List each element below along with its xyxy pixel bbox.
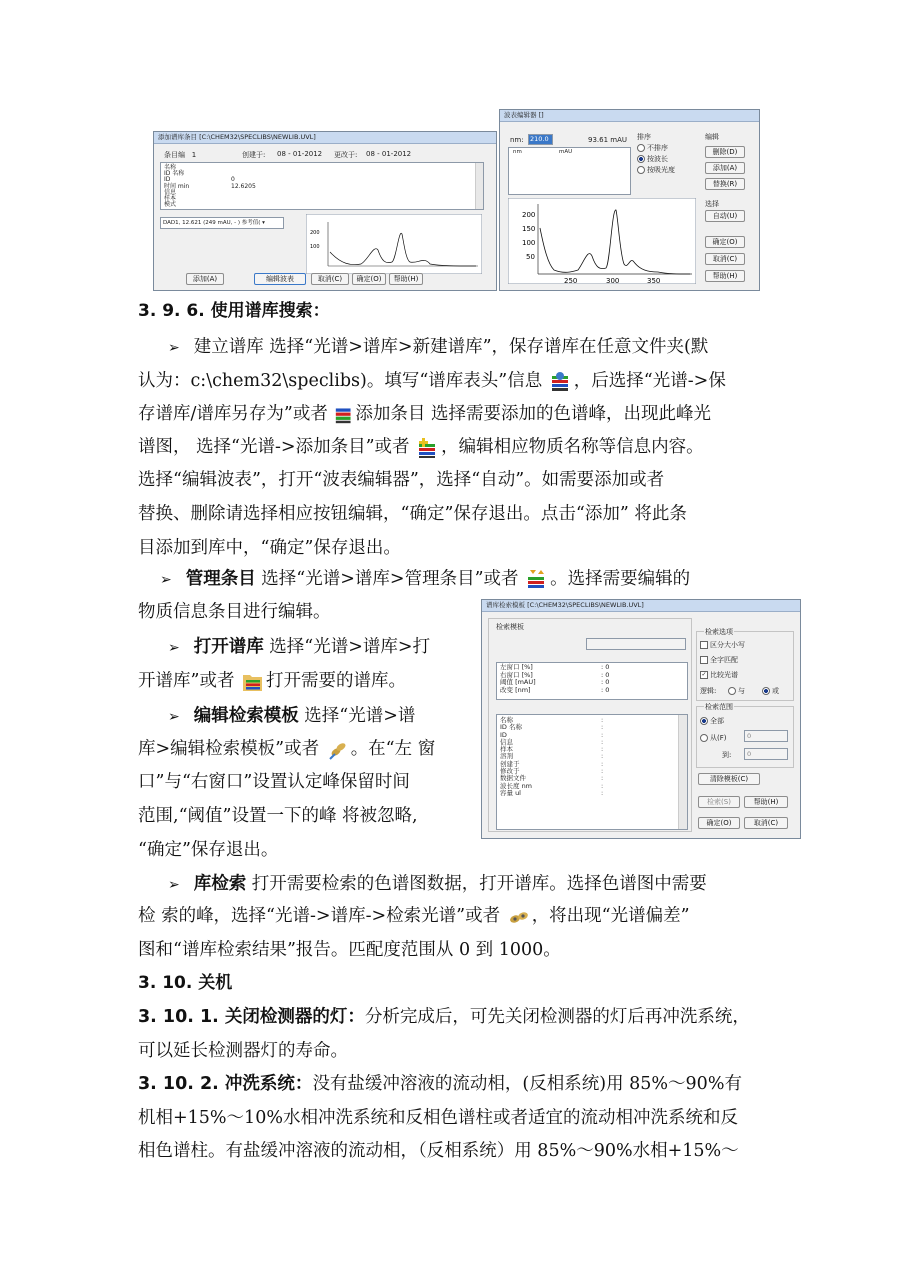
modified-value: 08 - 01-2012 xyxy=(366,150,412,158)
template-title: 检索模板 xyxy=(496,623,524,631)
range-to-input[interactable]: 0 xyxy=(744,748,788,760)
wave-editor-title: 波表编辑器 [] xyxy=(500,110,759,122)
para-create-library-2: 认为：c:\chem32\speclibs)。填写“谱库表头”信息 ，后选择“光谱->保 xyxy=(138,371,726,391)
kw-edit-template: 编辑检索模板 xyxy=(193,706,299,726)
nm-label: nm: xyxy=(510,136,524,144)
option-whole-word[interactable]: 全字匹配 xyxy=(700,655,738,665)
template-name-input[interactable] xyxy=(586,638,686,650)
entry-no-label: 条目编 1 xyxy=(164,151,197,159)
add-entry-dialog xyxy=(153,131,497,291)
nm-input[interactable]: 210.0 xyxy=(528,134,553,145)
para-manage-entries-2: 物质信息条目进行编辑。 xyxy=(138,602,331,622)
sort-option-absorbance[interactable]: 按吸光度 xyxy=(637,165,675,175)
para-library-search-2: 检 索的峰，选择“光谱->谱库->检索光谱”或者 ，将出现“光谱偏差” xyxy=(138,906,690,926)
para-create-library-1: ➢ 建立谱库 选择“光谱>谱库>新建谱库”，保存谱库在任意文件夹(默 xyxy=(168,337,709,357)
auto-button[interactable]: 自动(U) xyxy=(705,210,745,222)
para-3-10-1-line-1: 3. 10. 1. 关闭检测器的灯：分析完成后，可先关闭检测器的灯后再冲洗系统， xyxy=(138,1007,750,1027)
cancel-button[interactable]: 取消(C) xyxy=(311,273,349,285)
logic-and-radio[interactable]: 与 xyxy=(728,686,745,696)
help-button[interactable]: 帮助(H) xyxy=(389,273,423,285)
cancel-search-button[interactable]: 取消(C) xyxy=(744,817,788,829)
d2-ytick-150: 150 xyxy=(522,225,536,233)
para-3-10-2-line-3: 相色谱柱。有盐缓冲溶液的流动相，（反相系统）用 85%～90%水相+15%～ xyxy=(138,1141,739,1161)
cancel-wave-button[interactable]: 取消(C) xyxy=(705,253,745,265)
add-entry-title: 添加谱库条目 [C:\CHEM32\SPECLIBS\NEWLIB.UVL] xyxy=(154,132,496,144)
created-value: 08 - 01-2012 xyxy=(277,150,323,158)
edit-template-icon xyxy=(327,739,349,761)
dad-signal-select[interactable]: DAD1, 12.621 (249 mAU, - ) 参考值( ▾ xyxy=(160,217,284,229)
kw-create-library: 建立谱库 xyxy=(193,337,264,357)
kw-open-library: 打开谱库 xyxy=(193,637,264,657)
select-title: 选择 xyxy=(705,200,719,208)
sort-title: 排序 xyxy=(637,133,651,141)
add-wave-button[interactable]: 添加(A) xyxy=(705,162,745,174)
para-3-10-2-line-1: 3. 10. 2. 冲洗系统：没有盐缓冲溶液的流动相，(反相系统)用 85%～90%有 xyxy=(138,1074,742,1094)
manage-entries-icon xyxy=(526,569,548,591)
search-template-dialog xyxy=(481,599,801,839)
range-all-radio[interactable]: 全部 xyxy=(700,716,724,726)
option-case-sensitive[interactable]: 区分大小写 xyxy=(700,640,745,650)
kw-library-search: 库检索 xyxy=(193,874,247,894)
para-open-library-1: ➢ 打开谱库 选择“光谱>谱库>打 xyxy=(168,637,431,657)
mau-readout: 93.61 mAU xyxy=(588,136,627,144)
add-spectrum-entry-icon xyxy=(417,437,439,459)
add-entry-icon xyxy=(335,404,353,426)
para-edit-template-5: “确定”保存退出。 xyxy=(138,840,279,860)
ok-search-button[interactable]: 确定(O) xyxy=(698,817,740,829)
wave-editor-dialog xyxy=(499,109,760,291)
para-create-library-3: 存谱库/谱库另存为”或者 添加条目 选择需要添加的色谱峰，出现此峰光 xyxy=(138,404,711,424)
search-fields-list[interactable]: 名称 ID 名称 ID 信息 样本 溶剂 创建于 修改于 数据文件 波长度 nm 容量 ul : : : : : : : : : : : xyxy=(496,714,688,830)
para-create-library-7: 目添加到库中，“确定”保存退出。 xyxy=(138,538,401,558)
range-from-input[interactable]: 0 xyxy=(744,730,788,742)
para-library-search-1: ➢ 库检索 打开需要检索的色谱图数据，打开谱库。选择色谱图中需要 xyxy=(168,874,707,894)
para-3-10-1-line-2: 可以延长检测器灯的寿命。 xyxy=(138,1041,348,1061)
open-library-icon xyxy=(242,671,264,693)
library-header-icon xyxy=(550,371,572,393)
wave-spectrum-plot xyxy=(508,198,696,284)
fields-scrollbar[interactable] xyxy=(678,715,687,829)
para-edit-template-4: 范围,“阈值”设置一下的峰 将被忽略, xyxy=(138,806,418,826)
range-from-radio[interactable]: 从(F) xyxy=(700,733,727,743)
range-to-label: 到: xyxy=(722,751,732,759)
wave-table-list[interactable]: nm mAU xyxy=(508,147,631,195)
d2-ytick-200: 200 xyxy=(522,211,536,219)
search-options-title: 检索选项 xyxy=(705,628,733,636)
replace-button[interactable]: 替换(R) xyxy=(705,178,745,190)
logic-label: 逻辑: xyxy=(700,687,717,695)
clear-template-button[interactable]: 清除模板(C) xyxy=(698,773,760,785)
search-button[interactable]: 检索(S) xyxy=(698,796,740,808)
delete-button[interactable]: 删除(D) xyxy=(705,146,745,158)
kw-manage-entries: 管理条目 xyxy=(185,569,256,589)
d1-ytick-100: 100 xyxy=(310,244,320,250)
search-template-title: 谱库检索模板 [C:\CHEM32\SPECLIBS\NEWLIB.UVL] xyxy=(482,600,800,612)
ok-wave-button[interactable]: 确定(O) xyxy=(705,236,745,248)
add-button[interactable]: 添加(A) xyxy=(186,273,224,285)
modified-label: 更改于: xyxy=(334,151,358,159)
para-edit-template-1: ➢ 编辑检索模板 选择“光谱>谱 xyxy=(168,706,416,726)
d2-ytick-100: 100 xyxy=(522,239,536,247)
d2-xtick-250: 250 xyxy=(564,277,578,284)
entry-fields-list[interactable]: 名称 ID 名称 ID 时间 min 信息 样本 模式 0 12.6205 xyxy=(160,162,484,210)
search-spectrum-icon xyxy=(508,906,530,928)
sort-option-none[interactable]: 不排序 xyxy=(637,143,668,153)
window-params-list[interactable]: 左窗口 [%] 右窗口 [%] 阈值 [mAU] 改变 [nm] : 0 : 0 : 0 : 0 xyxy=(496,662,688,700)
heading-3-9-6: 3. 9. 6. 使用谱库搜索： xyxy=(138,301,330,321)
edit-title: 编辑 xyxy=(705,133,719,141)
search-range-title: 检索范围 xyxy=(705,703,733,711)
para-library-search-3: 图和“谱库检索结果”报告。匹配度范围从 0 到 1000。 xyxy=(138,940,561,960)
edit-wave-table-button[interactable]: 编辑波表 xyxy=(254,273,306,285)
ok-button[interactable]: 确定(O) xyxy=(352,273,386,285)
d2-ytick-50: 50 xyxy=(526,253,535,261)
d2-xtick-350: 350 xyxy=(647,277,661,284)
para-create-library-6: 替换、删除请选择相应按钮编辑，“确定”保存退出。点击“添加” 将此条 xyxy=(138,504,687,524)
para-open-library-2: 开谱库”或者 打开需要的谱库。 xyxy=(138,671,407,691)
option-compare-spectra[interactable]: ✓ 比较光谱 xyxy=(701,671,738,679)
para-create-library-5: 选择“编辑波表”，打开“波表编辑器”，选择“自动”。如需要添加或者 xyxy=(138,470,665,490)
logic-or-radio[interactable]: 或 xyxy=(762,686,779,696)
para-create-library-4: 谱图， 选择“光谱->添加条目”或者 ，编辑相应物质名称等信息内容。 xyxy=(138,437,704,457)
sort-option-wavelength[interactable]: 按波长 xyxy=(637,154,668,164)
para-edit-template-3: 口”与“右窗口”设置认定峰保留时间 xyxy=(138,772,410,792)
help-search-button[interactable]: 帮助(H) xyxy=(744,796,788,808)
heading-3-10: 3. 10. 关机 xyxy=(138,973,233,993)
spectrum-preview-plot xyxy=(306,214,482,274)
para-edit-template-2: 库>编辑检索模板”或者 。在“左 窗 xyxy=(138,739,436,759)
para-manage-entries-1: ➢ 管理条目 选择“光谱>谱库>管理条目”或者 。选择需要编辑的 xyxy=(160,569,691,589)
help-wave-button[interactable]: 帮助(H) xyxy=(705,270,745,282)
created-label: 创建于: xyxy=(242,151,266,159)
d1-ytick-200: 200 xyxy=(310,230,320,236)
d2-xtick-300: 300 xyxy=(606,277,620,284)
para-3-10-2-line-2: 机相+15%～10%水相冲洗系统和反相色谱柱或者适宜的流动相冲洗系统和反 xyxy=(138,1108,738,1128)
